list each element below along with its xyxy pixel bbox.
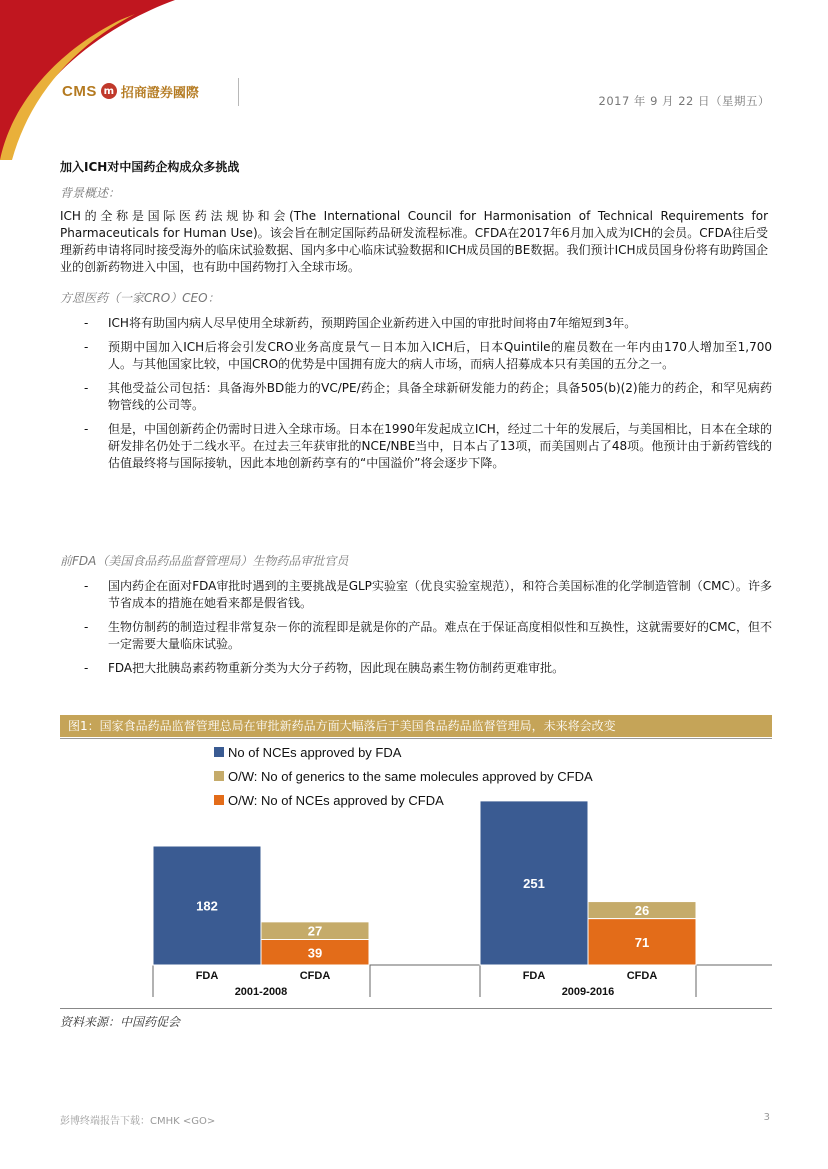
category-label: FDA <box>522 970 546 982</box>
data-label: 27 <box>307 923 323 939</box>
logo-separator <box>238 78 239 106</box>
list-item: - 国内药企在面对FDA审批时遇到的主要挑战是GLP实验室（优良实验室规范），和符合美国标准的化学制造管制（CMC）。许多节省成本的措施在她看来都是假省钱。 <box>84 579 772 610</box>
background-label: 背景概述： <box>60 186 121 200</box>
ceo-bullet-list <box>60 315 772 479</box>
figure-source: 资料来源：中国药促会 <box>60 1015 181 1029</box>
list-item: - 但是，中国创新药企仍需时日进入全球市场。日本在1990年发起成立ICH，经过二十年的发展后，与美国相比，日本在全球的研发排名仍处于二线水平。在过去三年获审批的NCE/NBE当中，日本占了13项，而美国则占了48项。他预计由于新药管线的估值最终将与国际接轨，因此本地创新药享有的“中国溢价”将会逐步下降。 <box>84 422 772 470</box>
company-logo <box>62 80 199 102</box>
fda-label: 前FDA（美国食品药品监督管理局）生物药品审批官员 <box>60 554 349 568</box>
list-item: - 生物仿制药的制造过程非常复杂－你的流程即是就是你的产品。难点在于保证高度相似性和互换性，这就需要好的CMC，但不一定需要大量临床试验。 <box>84 620 772 651</box>
stacked-bar-chart <box>60 740 772 1008</box>
data-label: 182 <box>196 898 218 914</box>
legend-label: O/W: No of NCEs approved by CFDA <box>228 793 444 808</box>
group-label: 2009-2016 <box>561 986 615 998</box>
page-number: 3 <box>763 1112 770 1123</box>
data-label: 26 <box>634 903 650 919</box>
logo-chinese-name: 招商證券國際 <box>120 85 199 101</box>
bullet-text: FDA把大批胰岛素药物重新分类为大分子药物，因此现在胰岛素生物仿制药更难审批。 <box>108 661 565 675</box>
logo-text: CMS <box>62 82 97 100</box>
logo-emblem-icon: m <box>101 83 117 99</box>
bullet-text: 国内药企在面对FDA审批时遇到的主要挑战是GLP实验室（优良实验室规范），和符合美国标准的化学制造管制（CMC）。许多节省成本的措施在她看来都是假省钱。 <box>108 579 772 610</box>
data-label: 71 <box>634 934 650 950</box>
list-item: - 其他受益公司包括：具备海外BD能力的VC/PE/药企；具备全球新研发能力的药企；具备505(b)(2)能力的药企，和罕见病药物管线的公司等。 <box>84 381 772 412</box>
category-label: FDA <box>195 970 219 982</box>
bullet-text: ICH将有助国内病人尽早使用全球新药，预期跨国企业新药进入中国的审批时间将由7年缩短到3年。 <box>108 316 637 330</box>
list-item: - ICH将有助国内病人尽早使用全球新药，预期跨国企业新药进入中国的审批时间将由7年缩短到3年。 <box>60 315 772 332</box>
legend-label: O/W: No of generics to the same molecules approved by CFDA <box>228 769 593 784</box>
fda-bullet-list <box>60 578 772 684</box>
data-label: 39 <box>307 945 323 961</box>
legend-label: No of NCEs approved by FDA <box>228 745 402 760</box>
category-label: CFDA <box>299 970 331 982</box>
legend-swatch <box>214 747 224 757</box>
background-paragraph: ICH的全称是国际医药法规协和会(The International Council for Harmonisation of Technical Requirements for Pharmaceuticals for Human Use)。该会旨在制定国际药品研发流程标准。CFDA在2017年6月加入成为ICH的会员。CFDA往后受理新药申请将同时接受海外的临床试验数据、国内多中心临床试验数据和ICH成员国的BE数据。我们预计ICH成员国身份将有助跨国企业的创新药物进入中国，也有助中国药物打入全球市场。 <box>60 209 768 274</box>
bullet-text: 但是，中国创新药企仍需时日进入全球市场。日本在1990年发起成立ICH，经过二十年的发展后，与美国相比，日本在全球的研发排名仍处于二线水平。在过去三年获审批的NCE/NBE当中，日本占了13项，而美国则占了48项。他预计由于新药管线的估值最终将与国际接轨，因此本地创新药享有的“中国溢价”将会逐步下降。 <box>108 422 772 470</box>
legend-swatch <box>214 795 224 805</box>
footer-bloomberg-note: 彭博终端报告下载：CMHK <GO> <box>60 1116 216 1127</box>
category-label: CFDA <box>626 970 658 982</box>
legend-swatch <box>214 771 224 781</box>
bullet-text: 预期中国加入ICH后将会引发CRO业务高度景气－日本加入ICH后，日本Quintile的雇员数在一年内由170人增加至1,700人。与其他国家比较，中国CRO的优势是中国拥有庞大的病人市场，而病人招募成本只有美国的五分之一。 <box>108 340 772 371</box>
figure-bottom-divider <box>60 1008 772 1009</box>
section-title: 加入ICH对中国药企构成众多挑战 <box>60 160 240 174</box>
bullet-text: 生物仿制药的制造过程非常复杂－你的流程即是就是你的产品。难点在于保证高度相似性和互换性，这就需要好的CMC，但不一定需要大量临床试验。 <box>108 620 772 651</box>
figure-divider <box>60 738 772 739</box>
bullet-text: 其他受益公司包括：具备海外BD能力的VC/PE/药企；具备全球新研发能力的药企；具备505(b)(2)能力的药企，和罕见病药物管线的公司等。 <box>108 381 772 412</box>
group-label: 2001-2008 <box>234 986 288 998</box>
data-label: 251 <box>523 875 545 891</box>
ceo-label: 方恩医药（一家CRO）CEO： <box>60 291 220 305</box>
figure-title: 图1：国家食品药品监督管理总局在审批新药品方面大幅落后于美国食品药品监督管理局，未来将会改变 <box>60 715 772 737</box>
report-date: 2017 年 9 月 22 日（星期五） <box>598 94 770 108</box>
list-item: - 预期中国加入ICH后将会引发CRO业务高度景气－日本加入ICH后，日本Quintile的雇员数在一年内由170人增加至1,700人。与其他国家比较，中国CRO的优势是中国拥有庞大的病人市场，而病人招募成本只有美国的五分之一。 <box>84 340 772 371</box>
list-item: - FDA把大批胰岛素药物重新分类为大分子药物，因此现在胰岛素生物仿制药更难审批。 <box>60 660 772 677</box>
